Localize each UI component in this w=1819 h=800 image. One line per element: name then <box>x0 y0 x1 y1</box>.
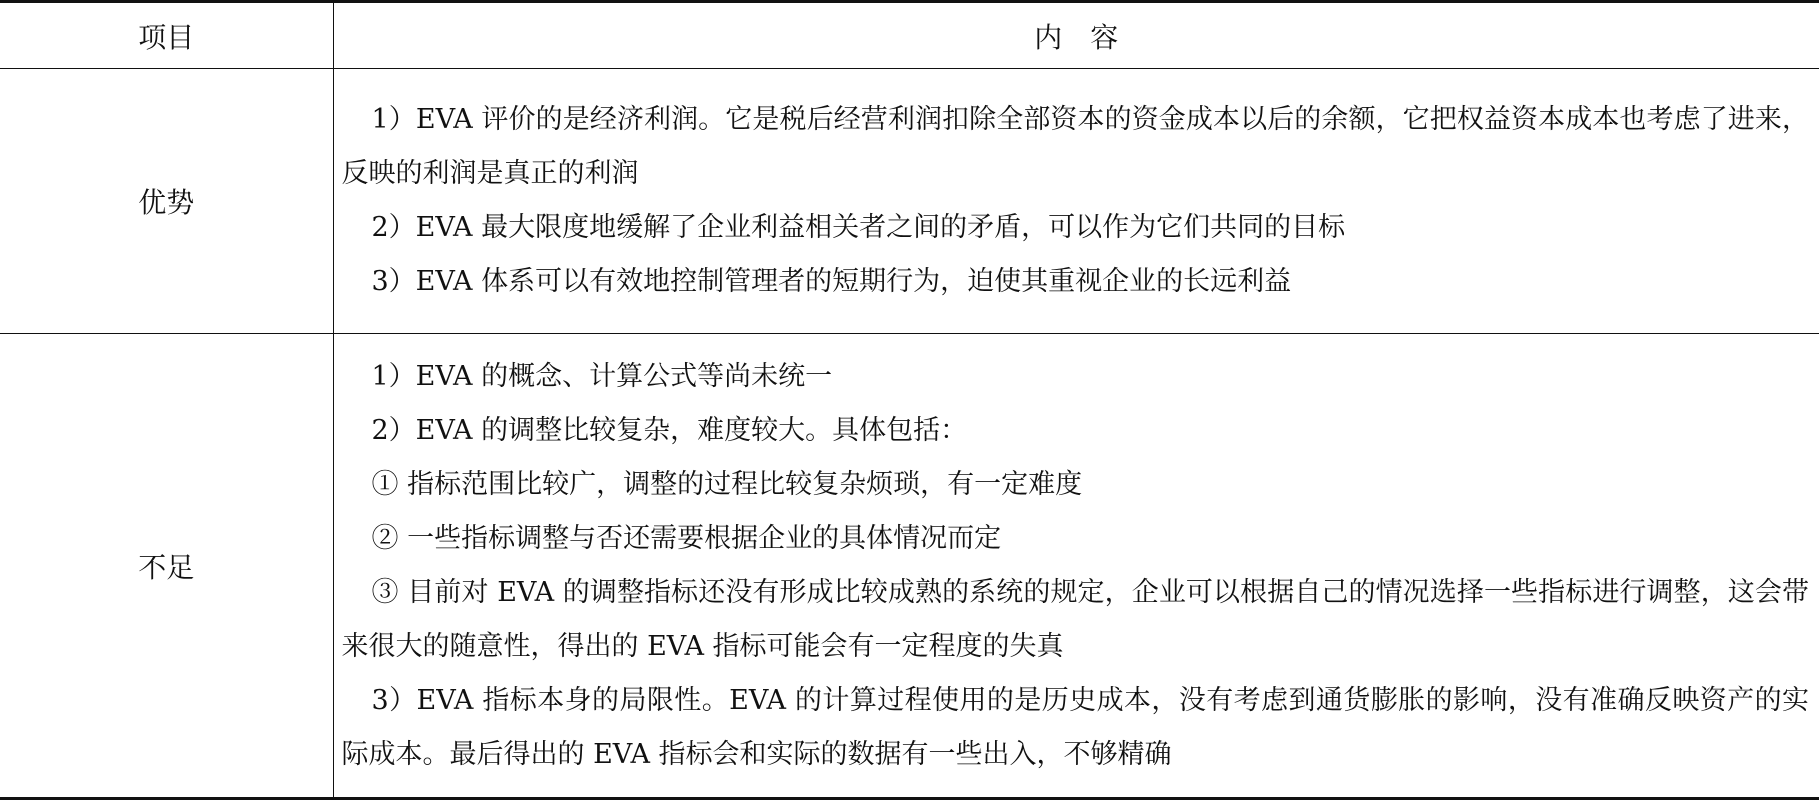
table-row-advantages <box>0 69 1819 334</box>
disadvantage-item-1: 1）EVA 的概念、计算公式等尚未统一 <box>371 360 833 392</box>
row-content-disadvantages <box>333 334 1819 799</box>
row-content-advantages <box>333 69 1819 334</box>
table-header <box>0 2 1819 69</box>
row-label-disadvantages: 不足 <box>0 334 333 799</box>
disadvantage-subitem-1: ① 指标范围比较广，调整的过程比较复杂烦琐，有一定难度 <box>371 468 1083 500</box>
advantage-item-1: 1）EVA 评价的是经济利润。它是税后经营利润扣除全部资本的资金成本以后的余额，它把权益资本成本也考虑了进来，反映的利润是真正的利润 <box>341 104 1809 189</box>
advantage-item-3: 3）EVA 体系可以有效地控制管理者的短期行为，迫使其重视企业的长远利益 <box>371 266 1292 297</box>
header-content: 内 容 <box>333 2 1819 69</box>
header-item: 项目 <box>0 2 333 69</box>
disadvantage-item-3: 3）EVA 指标本身的局限性。EVA 的计算过程使用的是历史成本，没有考虑到通货膨胀的影响，没有准确反映资产的实际成本。最后得出的 EVA 指标会和实际的数据有一些出入，不够精确 <box>341 684 1809 770</box>
table-row-disadvantages <box>0 334 1819 799</box>
table-body <box>0 69 1819 799</box>
advantages-lines <box>342 93 1810 309</box>
disadvantages-lines <box>342 350 1810 782</box>
advantage-item-2: 2）EVA 最大限度地缓解了企业利益相关者之间的矛盾，可以作为它们共同的目标 <box>371 212 1346 243</box>
row-label-advantages: 优势 <box>0 69 333 334</box>
disadvantage-item-2: 2）EVA 的调整比较复杂，难度较大。具体包括： <box>371 414 968 446</box>
disadvantage-subitem-3: ③ 目前对 EVA 的调整指标还没有形成比较成熟的系统的规定，企业可以根据自己的情况选择一些指标进行调整，这会带来很大的随意性，得出的 EVA 指标可能会有一定程度的失真 <box>341 576 1809 662</box>
disadvantage-subitem-2: ② 一些指标调整与否还需要根据企业的具体情况而定 <box>371 522 1002 554</box>
header-row <box>0 2 1819 69</box>
